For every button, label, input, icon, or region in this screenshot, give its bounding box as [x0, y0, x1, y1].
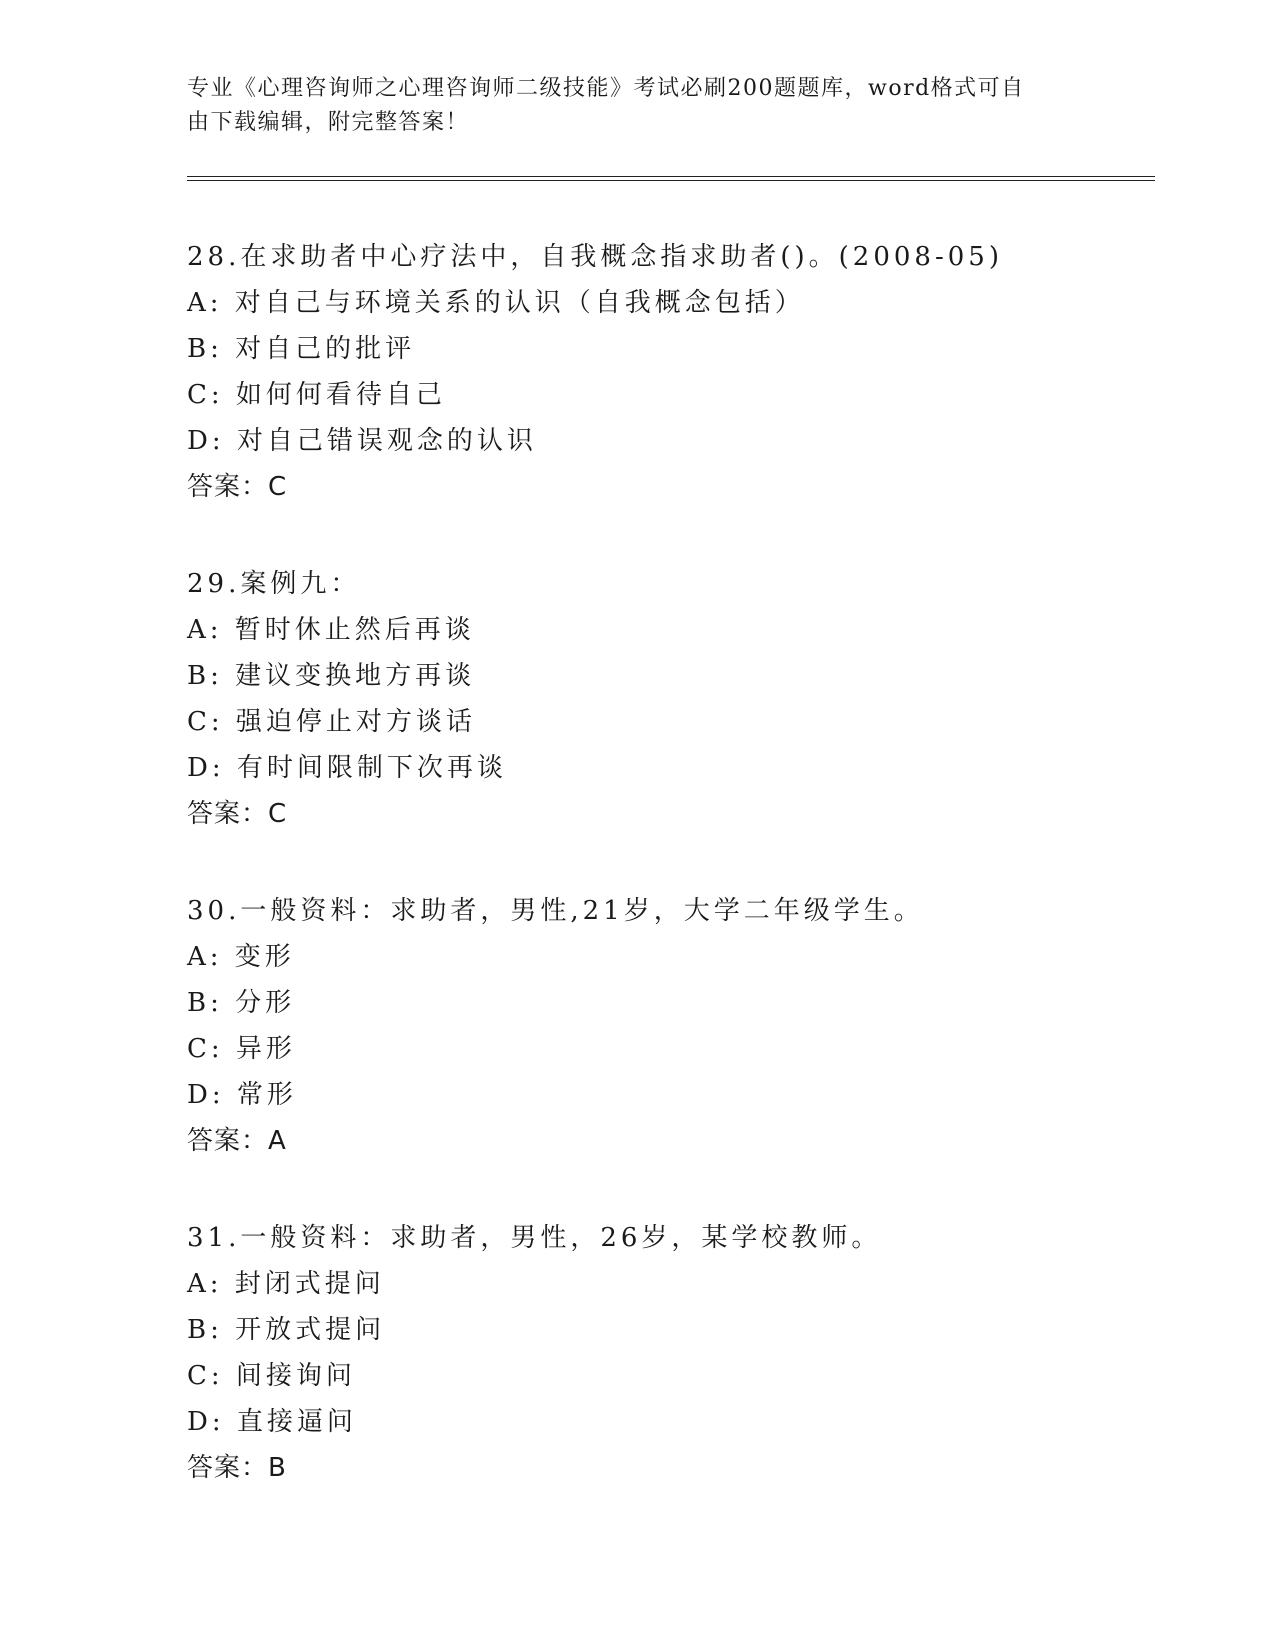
option-a: A: 变形 [187, 942, 295, 972]
page-header [187, 72, 1067, 140]
question-30 [187, 888, 1147, 1164]
answer-line: 答案：B [187, 1453, 287, 1483]
option-b: B: 对自己的批评 [187, 334, 416, 364]
option-c: C: 间接询问 [187, 1361, 356, 1391]
question-stem: 31.一般资料：求助者，男性，26岁，某学校教师。 [187, 1223, 882, 1253]
option-b: B: 分形 [187, 988, 296, 1018]
answer-line: 答案：A [187, 1126, 287, 1156]
option-d: D: 常形 [187, 1080, 297, 1110]
question-29 [187, 561, 1147, 837]
option-b: B: 开放式提问 [187, 1315, 386, 1345]
option-a: A: 暂时休止然后再谈 [187, 615, 475, 645]
option-d: D: 对自己错误观念的认识 [187, 426, 537, 456]
question-list [187, 234, 1147, 1542]
option-c: C: 如何何看待自己 [187, 380, 446, 410]
option-a: A: 对自己与环境关系的认识（自我概念包括） [187, 288, 805, 318]
question-31 [187, 1215, 1147, 1491]
option-c: C: 异形 [187, 1034, 296, 1064]
question-stem: 28.在求助者中心疗法中，自我概念指求助者()。(2008-05) [187, 242, 1003, 272]
option-b: B: 建议变换地方再谈 [187, 661, 476, 691]
header-line-1: 专业《心理咨询师之心理咨询师二级技能》考试必刷200题题库，word格式可自 [187, 76, 1025, 101]
question-stem: 29.案例九： [187, 569, 361, 599]
option-c: C: 强迫停止对方谈话 [187, 707, 476, 737]
header-line-2: 由下载编辑，附完整答案！ [187, 110, 470, 135]
answer-line: 答案：C [187, 472, 288, 502]
option-d: D: 有时间限制下次再谈 [187, 753, 507, 783]
option-d: D: 直接逼问 [187, 1407, 357, 1437]
answer-line: 答案：C [187, 799, 288, 829]
question-stem: 30.一般资料：求助者，男性,21岁，大学二年级学生。 [187, 896, 924, 926]
header-double-rule [187, 176, 1155, 181]
question-28 [187, 234, 1147, 510]
option-a: A: 封闭式提问 [187, 1269, 385, 1299]
